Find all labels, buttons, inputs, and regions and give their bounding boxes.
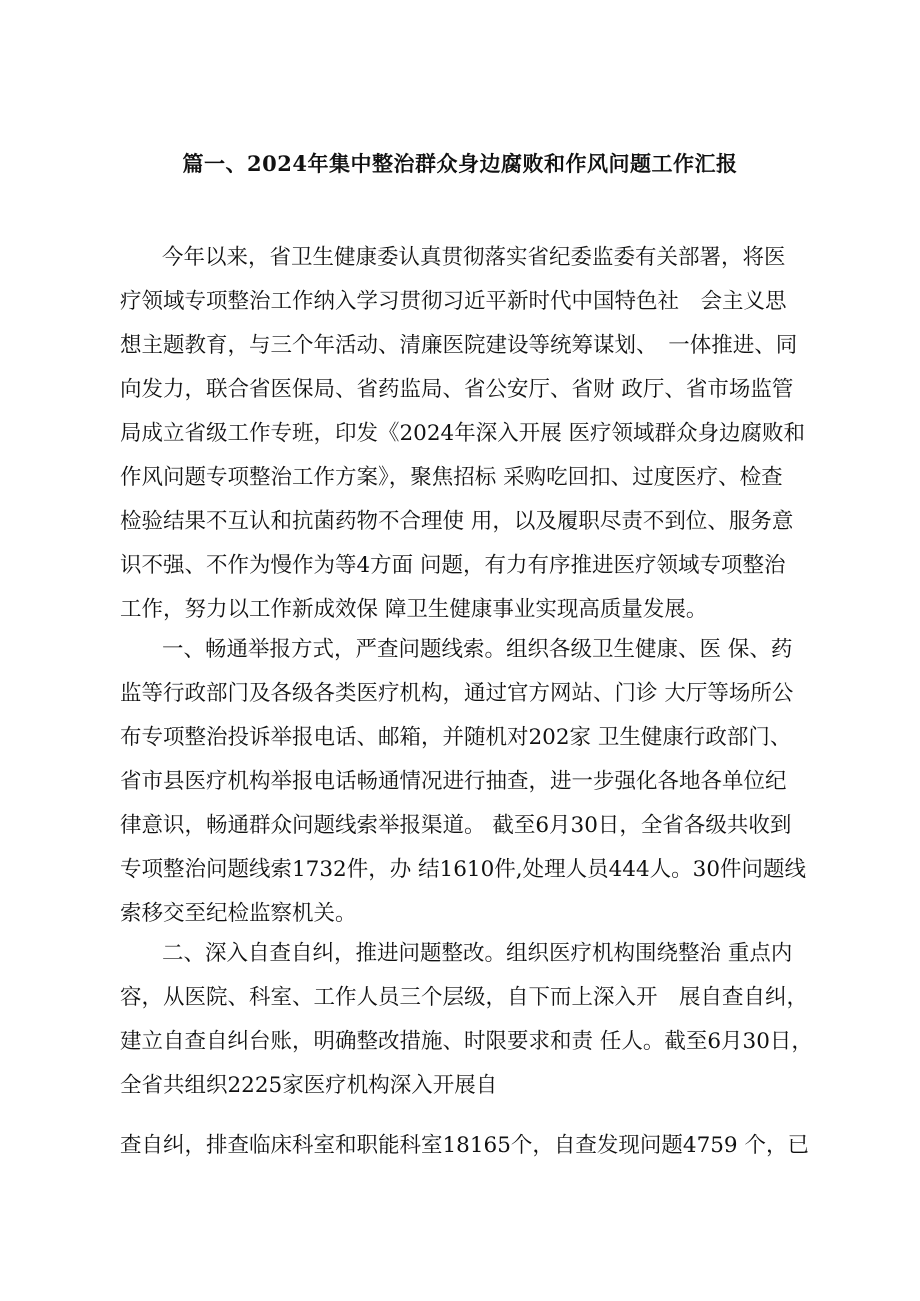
text-line: 一、畅通举报方式，严查问题线索。组织各级卫生健康、医 保、药	[162, 637, 793, 662]
text-line: 局成立省级工作专班，印发《2024年深入开展 医疗领域群众身边腐败和	[120, 421, 806, 446]
text-line: 布专项整治投诉举报电话、邮箱，并随机对202家 卫生健康行政部门、	[120, 725, 792, 750]
document-title: 篇一、2024年集中整治群众身边腐败和作风问题工作汇报	[182, 151, 738, 176]
text-line: 想主题教育，与三个年活动、清廉医院建设等统筹谋划、 一体推进、同	[120, 333, 798, 358]
text-line: 疗领域专项整治工作纳入学习贯彻习近平新时代中国特色社 会主义思	[120, 289, 787, 314]
section-two-paragraph	[120, 932, 835, 1108]
continuation-paragraph	[120, 1124, 835, 1168]
text-line: 作风问题专项整治工作方案》，聚焦招标 采购吃回扣、过度医疗、检查	[120, 465, 783, 490]
text-line: 索移交至纪检监察机关。	[120, 901, 357, 926]
text-line: 工作，努力以工作新成效保 障卫生健康事业实现高质量发展。	[120, 597, 708, 622]
intro-paragraph	[120, 236, 835, 632]
text-line: 监等行政部门及各级各类医疗机构，通过官方网站、门诊 大厅等场所公	[120, 681, 794, 706]
text-line: 查自纠，排查临床科室和职能科室18165个，自查发现问题4759 个，已	[120, 1133, 809, 1158]
text-line: 向发力，联合省医保局、省药监局、省公安厅、省财 政厅、省市场监管	[120, 377, 794, 402]
text-line: 律意识，畅通群众问题线索举报渠道。 截至6月30日，全省各级共收到	[120, 813, 792, 838]
text-line: 检验结果不互认和抗菌药物不合理使 用，以及履职尽责不到位、服务意	[120, 509, 794, 534]
text-line: 全省共组织2225家医疗机构深入开展自	[120, 1073, 498, 1098]
text-line: 专项整治问题线索1732件，办 结1610件,处理人员444人。30件问题线	[120, 857, 806, 882]
text-line: 建立自查自纠台账，明确整改措施、时限要求和责 任人。截至6月30日，	[120, 1029, 813, 1054]
text-line: 二、深入自查自纠，推进问题整改。组织医疗机构围绕整治 重点内	[162, 941, 793, 966]
text-line: 容，从医院、科室、工作人员三个层级，自下而上深入开 展自查自纠，	[120, 985, 809, 1010]
text-line: 今年以来，省卫生健康委认真贯彻落实省纪委监委有关部署，将医	[162, 245, 786, 270]
text-line: 省市县医疗机构举报电话畅通情况进行抽查，进一步强化各地各单位纪	[120, 769, 787, 794]
section-one-paragraph	[120, 628, 835, 936]
text-line: 识不强、不作为慢作为等4方面 问题，有力有序推进医疗领域专项整治	[120, 553, 786, 578]
